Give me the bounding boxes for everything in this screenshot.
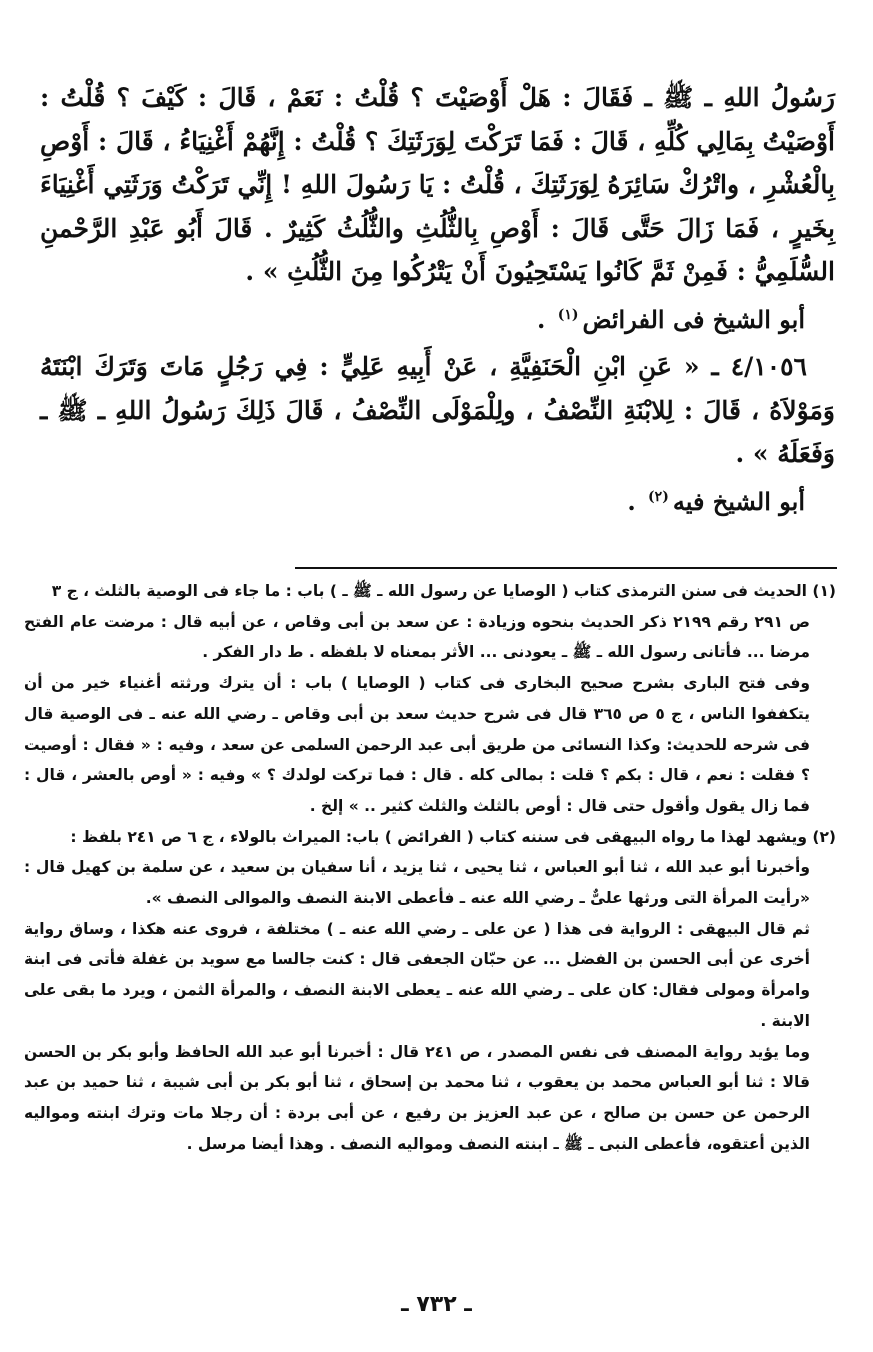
source-citation-1 — [40, 298, 805, 342]
footnote-1-line-2: ص ٢٩١ رقم ٢١٩٩ ذكر الحديث بنحوه وزيادة : عن سعد بن أبى وقاص ، عن أبيه قال : مرضت عام الفتح مرضا ... فأتانى رسول الله ـ ﷺ ـ يعودنى ... الأثر بمعناه لا بلفظه . ط دار الفكر . — [24, 612, 810, 662]
hadith-paragraph-2-text: « عَنِ ابْنِ الْحَنَفِيَّةِ ، عَنْ أَبِيهِ عَلِيٍّ : فِي رَجُلٍ مَاتَ وَتَرَكَ ابْنَتَهُ وَمَوْلاَهُ ، قَالَ : لِلابْنَةِ النِّصْفُ ، ولِلْمَوْلَى النِّصْفُ ، قَالَ ذَلِكَ رَسُولُ اللهِ ـ ﷺ ـ وَفَعَلَهُ » . — [40, 352, 835, 468]
footnote-2-line-4: وما يؤيد رواية المصنف فى نفس المصدر ، ص ٢٤١ قال : أخبرنا أبو عبد الله الحافظ وأبو بكر بن الحسن قالا : ثنا أبو العباس محمد بن يعقوب ، ثنا محمد بن إسحاق ، ثنا أبو بكر بن أبى شيبة ، ثنا حميد بن عبد الرحمن عن حسن بن صالح ، عن عبد العزيز بن رفيع ، عن أبى بردة : أن رجلا مات وترك ابنته ومواليه الذين أعتقوه، فأعطى النبى ـ ﷺ ـ ابنته النصف ومواليه النصف . وهذا أيضا مرسل . — [24, 1042, 810, 1153]
source-citation-1-end: . — [536, 304, 554, 334]
footnote-1-line-3: وفى فتح البارى بشرح صحيح البخارى فى كتاب ( الوصايا ) باب : أن يترك ورثته أغنياء خير من أن يتكففوا الناس ، ج ٥ ص ٣٦٥ قال فى شرح حديث سعد بن أبى وقاص ـ رضي الله عنه ـ فى الوصية قال فى شرحه للحديث: وكذا النسائى من طريق أبى عبد الرحمن السلمى عن سعد ، وفيه : « فقال : أوصيت ؟ فقلت : نعم ، قال : بكم ؟ قلت : بمالى كله . قال : فما تركت لولدك ؟ » وفيه : « أوص بالعشر ، قال : فما زال يقول وأقول حتى قال : أوص بالثلث والثلث كثير .. » إلخ . — [24, 674, 810, 815]
footnote-2-line-2: وأخبرنا أبو عبد الله ، ثنا أبو العباس ، ثنا يحيى ، ثنا يزيد ، أنا سفيان بن سعيد ، عن سلمة بن كهيل قال : «رأيت المرأة التى ورثها علىٌّ ـ رضي الله عنه ـ فأعطى الابنة النصف والموالى النصف ». — [24, 858, 810, 908]
source-citation-2-end: . — [627, 486, 645, 516]
footnote-ref-1: (١) — [557, 306, 579, 323]
footnotes-section — [24, 576, 836, 1159]
footnote-ref-2: (٢) — [648, 488, 669, 505]
hadith-paragraph-1: رَسُولُ اللهِ ـ ﷺ ـ فَقَالَ : هَلْ أَوْصَيْتَ ؟ قُلْتُ : نَعَمْ ، قَالَ : كَيْفَ ؟ قُلْتُ : أَوْصَيْتُ بِمَالِي كُلِّهِ ، قَالَ : فَمَا تَرَكْتَ لِوَرَثَتِكَ ؟ قُلْتُ : إِنَّهُمْ أَغْنِيَاءُ ، قَالَ : أَوْصِ بِالْعُشْرِ ، واتْرُكْ سَائِرَهُ لِوَرَثَتِكَ ، قُلْتُ : يَا رَسُولَ اللهِ ! إِنِّي تَرَكْتُ وَرَثَتِي أَغْنِيَاءَ بِخَيرٍ ، فَمَا زَالَ حَتَّى قَالَ : أَوْصِ بِالثُّلُثِ والثُّلُثُ كَثِيرٌ . قَالَ أَبُو عَبْدِ الرَّحْمنِ السُّلَمِيُّ : فَمِنْ ثَمَّ كَانُوا يَسْتَحِيُونَ أَنْ يَتْرُكُوا مِنَ الثُّلُثِ » . — [40, 83, 835, 286]
main-text-body — [40, 76, 835, 523]
footnote-divider — [295, 567, 837, 569]
footnote-1-line-1: (١) الحديث فى سنن الترمذى كتاب ( الوصايا عن رسول الله ـ ﷺ ـ ) باب : ما جاء فى الوصية بالثلث ، ج ٣ — [51, 582, 836, 600]
page-number: ـ ٧٣٢ ـ — [401, 1292, 472, 1317]
footnote-2-line-3: ثم قال البيهقى : الرواية فى هذا ( عن على ـ رضي الله عنه ـ ) مختلفة ، فروى عنه هكذا ، وساق رواية أخرى عن أبى الحسن بن الفضل ... عن حبّان الجعفى قال : كنت جالسا مع سويد بن غفلة فأتى فى ابنة وامرأة ومولى فقال: كان على ـ رضي الله عنه ـ يعطى الابنة النصف ، والمرأة الثمن ، ويرد ما بقى على الابنة . — [24, 919, 810, 1030]
footnote-2-line-1: (٢) ويشهد لهذا ما رواه البيهقى فى سننه كتاب ( الفرائض ) باب: الميراث بالولاء ، ج ٦ ص ٢٤١ بلفظ : — [70, 827, 836, 846]
hadith-number: ٤/١٠٥٦ ـ — [711, 352, 807, 381]
source-citation-1-text: أبو الشيخ فى الفرائض — [582, 304, 805, 334]
source-citation-2-text: أبو الشيخ فيه — [672, 486, 805, 516]
hadith-paragraph-2 — [40, 345, 835, 476]
source-citation-2 — [40, 480, 805, 524]
